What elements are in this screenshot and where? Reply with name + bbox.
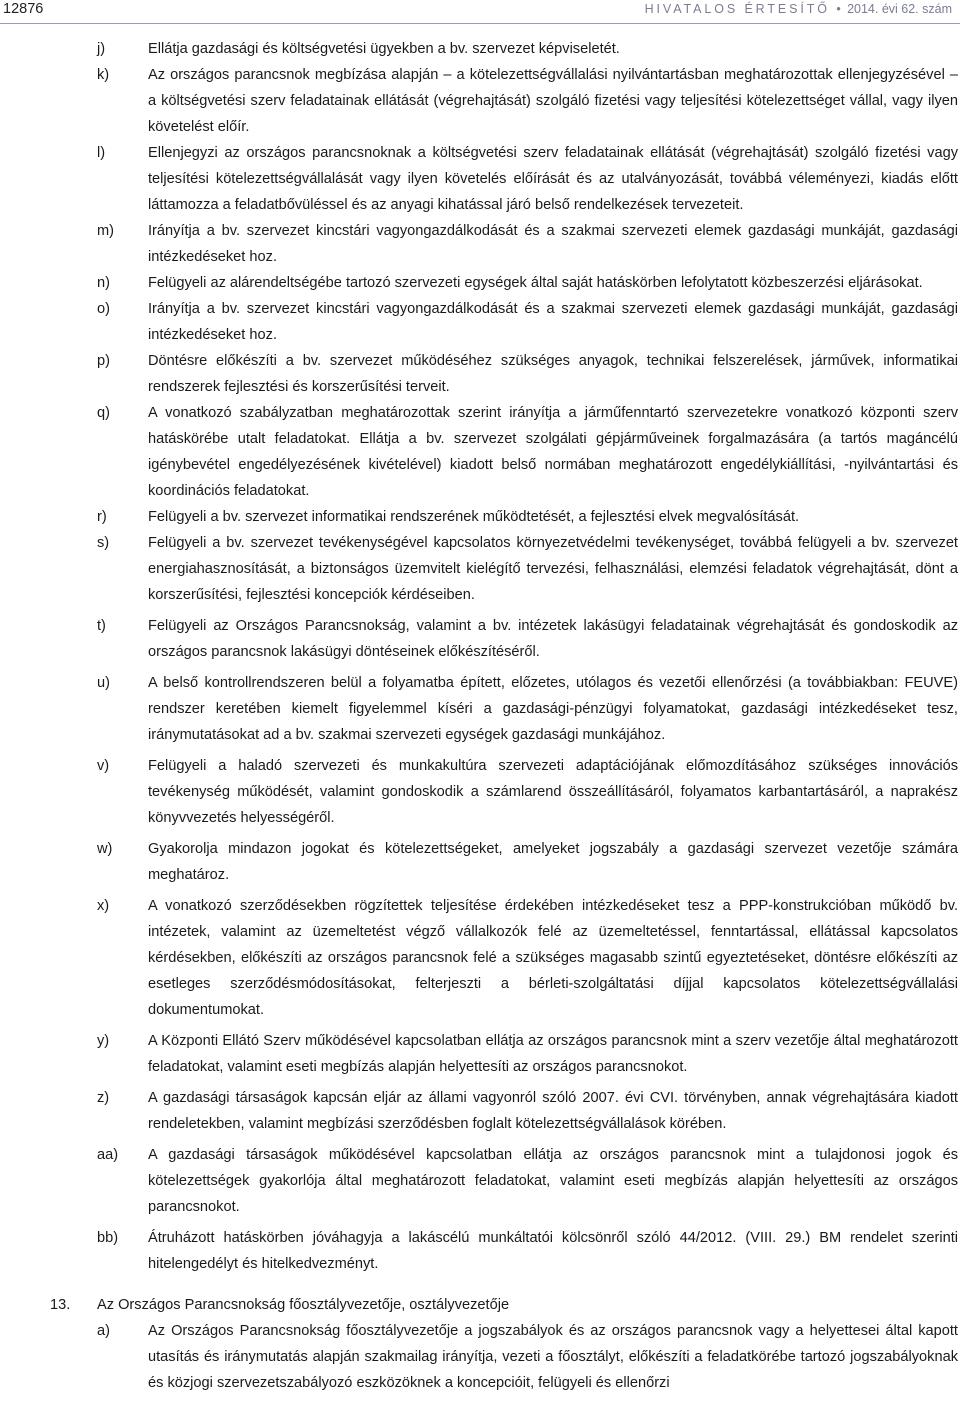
item-list	[0, 36, 960, 1277]
issue-number: 2014. évi 62. szám	[847, 2, 952, 16]
item-label: t)	[97, 618, 106, 634]
header-rule	[0, 23, 960, 24]
list-item	[0, 270, 960, 296]
list-item	[0, 348, 960, 400]
list-item	[0, 613, 960, 665]
item-text: A vonatkozó szerződésekben rögzítettek teljesítése érdekében intézkedéseket tesz a PPP-konstrukcióban működő bv. intézetek, valamint az üzemeltetést végző vállalkozók felé az üzemeltetéssel, fenntartással, ellátással kapcsolatos kérdésekben, előkészíti az országos parancsnok felé a szükséges magasabb szintű egyeztetéseket, döntésre előkészíti az esetleges szerződésmódosításokat, felterjeszti a bérleti-szolgáltatási díjjal kapcsolatos kötelezettségvállalási dokumentumokat.	[148, 898, 958, 1018]
item-text: Irányítja a bv. szervezet kincstári vagyongazdálkodását és a szakmai szervezeti elemek gazdasági munkáját, gazdasági intézkedéseket hoz.	[148, 223, 958, 265]
item-label: l)	[97, 145, 106, 161]
list-item	[0, 62, 960, 140]
page-header	[0, 0, 960, 24]
item-text: Döntésre előkészíti a bv. szervezet működéséhez szükséges anyagok, technikai felszerelések, járművek, informatikai rendszerek fejlesztési és korszerűsítési terveit.	[148, 353, 958, 395]
item-label: n)	[97, 275, 110, 291]
section-13	[0, 1292, 960, 1318]
item-label: s)	[97, 535, 110, 551]
item-text: Felügyeli a haladó szervezeti és munkakultúra szervezeti adaptációjának előmozdításához szükséges innovációs tevékenység működését, valamint gondoskodik a számlarend összeállításáról, folyamatos karbantartásáról, a naprakész könyvvezetés helyességéről.	[148, 758, 958, 826]
list-item	[0, 1225, 960, 1277]
list-item	[0, 1085, 960, 1137]
item-label: z)	[97, 1090, 110, 1106]
item-text: Felügyeli az Országos Parancsnokság, valamint a bv. intézetek lakásügyi feladatainak végrehajtását és gondoskodik az országos parancsnok lakásügyi döntéseinek előkészítéséről.	[148, 618, 958, 660]
list-item	[0, 1142, 960, 1220]
list-item	[0, 836, 960, 888]
item-text: A gazdasági társaságok kapcsán eljár az állami vagyonról szóló 2007. évi CVI. törvényben, annak végrehajtására kiadott rendeletekben, valamint megbízási szerződésben foglalt kötelezettségvállalások körében.	[148, 1090, 958, 1132]
list-item	[0, 530, 960, 608]
list-item	[0, 140, 960, 218]
item-text: A gazdasági társaságok működésével kapcsolatban ellátja az országos parancsnok mint a tulajdonosi jogok és kötelezettségek gyakorlója által meghatározott feladatokat, valamint eseti megbízás alapján helyettesíti az országos parancsnokot.	[148, 1147, 958, 1215]
list-item	[0, 504, 960, 530]
bullet-separator: •	[836, 2, 841, 16]
item-text: Felügyeli az alárendeltségébe tartozó szervezeti egységek által saját hatáskörben lefolytatott közbeszerzési eljárásokat.	[148, 275, 923, 291]
item-text: Átruházott hatáskörben jóváhagyja a lakáscélú munkáltatói kölcsönről szóló 44/2012. (VIII. 29.) BM rendelet szerinti hitelengedélyt és hitelkedvezményt.	[148, 1230, 958, 1272]
item-text: Ellenjegyzi az országos parancsnoknak a költségvetési szerv feladatainak ellátását (végrehajtását) szolgáló fizetési vagy teljesítési kötelezettségvállalását vagy ilyen követelés előírását és az utalványozását, továbbá véleményezi, kiadás előtt láttamozza a feladatbővüléssel és az anyagi kihatással járó belső rendelkezések tervezeteit.	[148, 145, 958, 213]
item-label: y)	[97, 1033, 110, 1049]
item-text: Az országos parancsnok megbízása alapján – a kötelezettségvállalási nyilvántartásban meghatározottak ellenjegyzésével – a költségvetési szerv feladatainak ellátását (végrehajtását) szolgáló fizetési vagy teljesítési kötelezettséget vállal, vagy ilyen követelést előír.	[148, 67, 958, 135]
list-item	[0, 1028, 960, 1080]
item-label: j)	[97, 41, 106, 57]
list-item	[0, 670, 960, 748]
item-label: u)	[97, 675, 110, 691]
item-label: w)	[97, 841, 113, 857]
item-text: Gyakorolja mindazon jogokat és kötelezettségeket, amelyeket jogszabály a gazdasági szervezet vezetője számára meghatároz.	[148, 841, 958, 883]
item-label: a)	[97, 1323, 110, 1339]
item-text: A Központi Ellátó Szerv működésével kapcsolatban ellátja az országos parancsnok mint a szerv vezetője által meghatározott feladatokat, valamint eseti megbízás alapján helyettesíti az országos parancsnokot.	[148, 1033, 958, 1075]
section-item-list	[0, 1318, 960, 1396]
item-text: Irányítja a bv. szervezet kincstári vagyongazdálkodását és a szakmai szervezeti elemek gazdasági munkáját, gazdasági intézkedéseket hoz.	[148, 301, 958, 343]
item-text: Ellátja gazdasági és költségvetési ügyekben a bv. szervezet képviseletét.	[148, 41, 620, 57]
item-text: Felügyeli a bv. szervezet informatikai rendszerének működtetését, a fejlesztési elvek megvalósítását.	[148, 509, 800, 525]
list-item	[0, 36, 960, 62]
item-label: m)	[97, 223, 115, 239]
item-label: q)	[97, 405, 110, 421]
item-text: A vonatkozó szabályzatban meghatározottak szerint irányítja a járműfenntartó szervezetekre vonatkozó központi szerv hatáskörébe utalt feladatokat. Ellátja a bv. szervezet szolgálati gépjárműveinek forgalmazására (a tartós magáncélú igénybevétel engedélyezésének kivételével) kiadott belső normában meghatározott engedélykiállítási, -nyilvántartási és koordinációs feladatokat.	[148, 405, 958, 499]
item-label: v)	[97, 758, 110, 774]
item-label: r)	[97, 509, 107, 525]
item-label: o)	[97, 301, 110, 317]
list-item	[0, 218, 960, 270]
item-label: x)	[97, 898, 110, 914]
list-item	[0, 893, 960, 1023]
item-text: A belső kontrollrendszeren belül a folyamatba épített, előzetes, utólagos és vezetői ellenőrzési (a továbbiakban: FEUVE) rendszer keretében kiemelt figyelemmel kíséri a gazdasági-pénzügyi folyamatokat, gazdasági intézkedéseket tesz, iránymutatásokat ad a bv. szakmai szervezeti egységek gazdasági munkájához.	[148, 675, 958, 743]
item-label: aa)	[97, 1147, 119, 1163]
item-label: p)	[97, 353, 110, 369]
list-item	[0, 1318, 960, 1396]
document-body	[0, 36, 960, 1396]
section-title: Az Országos Parancsnokság főosztályvezetője, osztályvezetője	[97, 1297, 510, 1313]
list-item	[0, 296, 960, 348]
item-label: k)	[97, 67, 110, 83]
item-label: bb)	[97, 1230, 119, 1246]
journal-title	[645, 2, 952, 16]
item-text: Felügyeli a bv. szervezet tevékenységével kapcsolatos környezetvédelmi tevékenységet, továbbá felügyeli a bv. szervezet energiahasznosítását, a biztonságos üzemvitelt kielégítő tervezési, felhasználási, elemzési feladatok végrehajtását, dönt a korszerűsítési, fejlesztési koncepciók kérdéseiben.	[148, 535, 958, 603]
list-item	[0, 753, 960, 831]
page-number: 12876	[3, 1, 44, 17]
journal-name: HIVATALOS ÉRTESÍTŐ	[644, 2, 830, 16]
list-item	[0, 400, 960, 504]
section-number: 13.	[50, 1297, 71, 1313]
item-text: Az Országos Parancsnokság főosztályvezetője a jogszabályok és az országos parancsnok vagy a helyettesei által kapott utasítás és iránymutatás alapján szakmailag irányítja, vezeti a főosztályt, előkészíti a feladatkörébe tartozó jogszabályoknak és közjogi szervezetszabályozó eszközöknek a koncepcióit, felügyeli és ellenőrzi	[148, 1323, 958, 1391]
